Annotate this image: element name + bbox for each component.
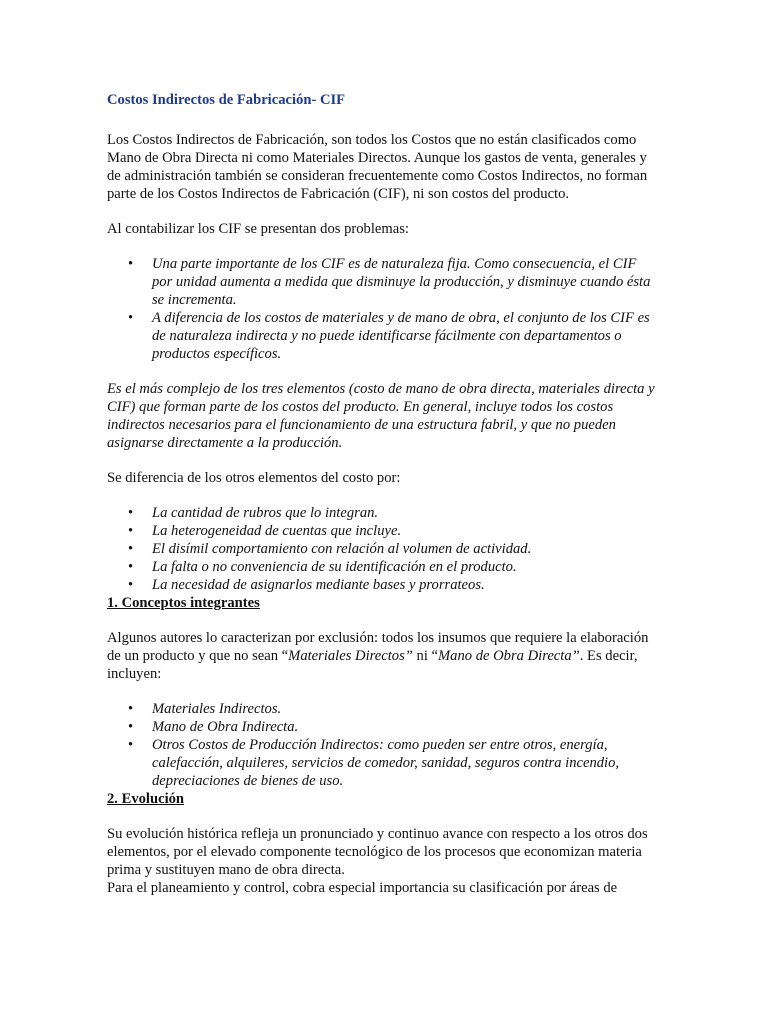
list-item: • La cantidad de rubros que lo integran. [107, 504, 659, 522]
section2-paragraph-continued: Para el planeamiento y control, cobra especial importancia su clasificación por áreas de [107, 880, 618, 896]
section1-text-part: ni “ [412, 648, 439, 664]
section1-text-part: Algunos autores lo caracterizan por exclusión: todos los insumos que requiere la elaboración de un producto y que no sean “ [107, 630, 649, 664]
intro-paragraph: Los Costos Indirectos de Fabricación, son todos los Costos que no están clasificados como Mano de Obra Directa ni como Materiales Directos. Aunque los gastos de venta, generales y de administración también se consideran frecuentemente como Costos Indirectos, no forman parte de los Costos Indirectos de Fabricación (CIF), ni son costos del producto. [107, 132, 648, 202]
list-item: • Materiales Indirectos. [107, 700, 659, 718]
differences-list [107, 504, 659, 594]
document-title: Costos Indirectos de Fabricación- CIF [107, 92, 346, 108]
section1-list [107, 700, 659, 790]
list-item: • Otros Costos de Producción Indirectos: como pueden ser entre otros, energía, calefacción, alquileres, servicios de comedor, sanidad, seguros contra incendio, depreciaciones de bienes de uso. [107, 736, 659, 790]
section-heading-conceptos: 1. Conceptos integrantes [107, 595, 260, 611]
section-heading-evolucion: 2. Evolución [107, 791, 185, 807]
list-item: • A diferencia de los costos de materiales y de mano de obra, el conjunto de los CIF es de naturaleza indirecta y no puede identificarse fácilmente con departamentos o productos específicos. [107, 309, 659, 363]
list-item: • El disímil comportamiento con relación al volumen de actividad. [107, 540, 659, 558]
list-item: • Una parte importante de los CIF es de naturaleza fija. Como consecuencia, el CIF por unidad aumenta a medida que disminuye la producción, y disminuye cuando ésta se incrementa. [107, 255, 659, 309]
section1-text-part: . Es decir, incluyen: [107, 648, 638, 682]
document-page [107, 91, 659, 897]
list-item: • La necesidad de asignarlos mediante bases y prorrateos. [107, 576, 659, 594]
section2-paragraph: Su evolución histórica refleja un pronunciado y continuo avance con respecto a los otros dos elementos, por el elevado componente tecnológico de los procesos que economizan materia prima y sustituyen mano de obra directa. [107, 826, 648, 878]
problems-lead: Al contabilizar los CIF se presentan dos problemas: [107, 221, 409, 237]
section1-paragraph [107, 629, 659, 683]
section1-emphasis: Materiales Directos” [288, 648, 413, 664]
complex-paragraph: Es el más complejo de los tres elementos (costo de mano de obra directa, materiales directa y CIF) que forman parte de los costos del producto. En general, incluye todos los costos indirectos necesarios para el funcionamiento de una estructura fabril, y que no pueden asignarse directamente a la producción. [107, 381, 655, 451]
problems-list [107, 255, 659, 363]
differs-lead: Se diferencia de los otros elementos del costo por: [107, 470, 401, 486]
list-item: • La heterogeneidad de cuentas que incluye. [107, 522, 659, 540]
section1-emphasis: Mano de Obra Directa” [438, 648, 580, 664]
list-item: • La falta o no conveniencia de su identificación en el producto. [107, 558, 659, 576]
list-item: • Mano de Obra Indirecta. [107, 718, 659, 736]
